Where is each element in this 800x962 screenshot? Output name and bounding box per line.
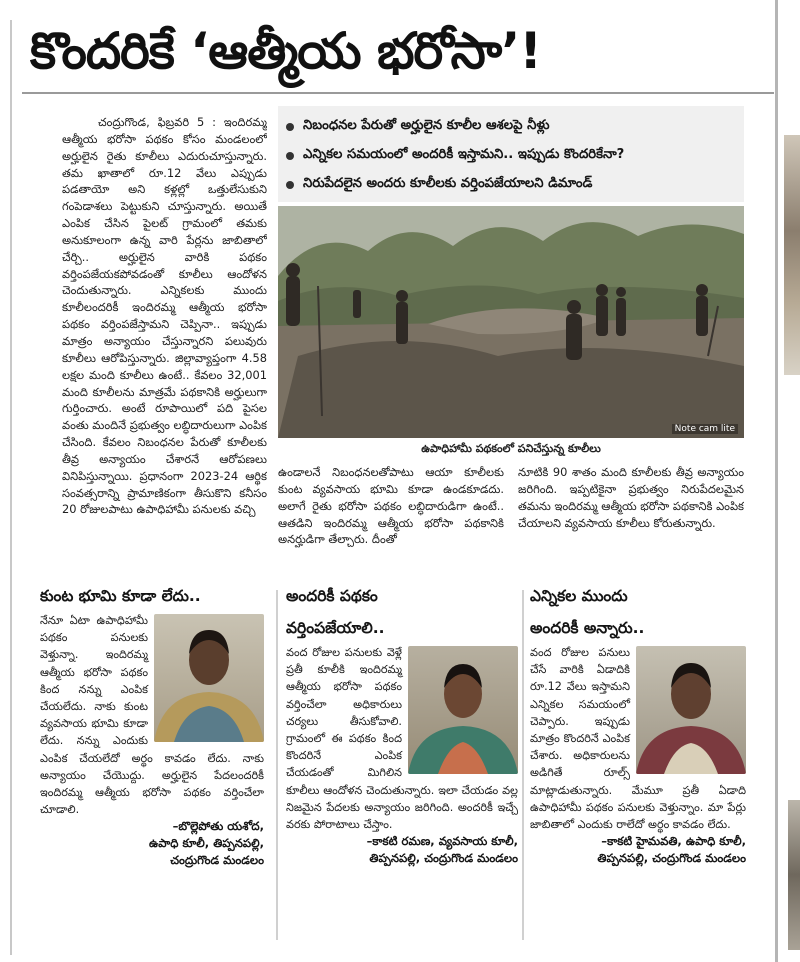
quote-box-1 [40, 580, 264, 950]
quote-box-title: ఎన్నికల ముందు [530, 587, 628, 605]
workers-photo-scene [278, 206, 744, 438]
signature-role: ఉపాధి కూలీ, తిప్పనపల్లి, [149, 836, 264, 851]
bullet-icon [286, 152, 294, 160]
article-column-1 [62, 114, 267, 572]
photo-caption: ఉపాధిహామీ పథకంలో పనిచేస్తున్న కూలీలు [421, 442, 601, 455]
bullet-icon [286, 181, 294, 189]
page-column-divider [775, 0, 778, 962]
quote-portrait [408, 646, 518, 774]
quote-box-2 [286, 580, 518, 950]
signature-name: –కాకటి రమణ, వ్యవసాయ కూలీ, [366, 834, 518, 849]
signature-place: తిప్పనపల్లి, చంద్రుగొండ మండలం [369, 851, 518, 866]
article-column-2: ఉండాలనే నిబంధనలతోపాటు ఆయా కూలీలకు కుంట వ్యవసాయ భూమి కూడా ఉండకూడదు. అలాగే రైతు భరోసా పథకం లబ్ధిదారుడిగా ఉంటే.. ఆతడిని ఇందిరమ్మ ఆత్మీయ భరోసా పథకానికి అనర్హుడిగా తేల్చారు. దీంతో [278, 465, 504, 547]
quote-box-text [40, 612, 264, 818]
quote-box-title: అందరికీ పథకం [286, 587, 378, 605]
highlight-item [286, 170, 736, 199]
highlights-box [278, 106, 744, 202]
quote-text: వంద రోజుల పనులకు వెళ్లే ప్రతీ కూలీకి ఇందిరమ్మ ఆత్మీయ భరోసా పథకం వర్తించేలా అధికారులు చర్యలు తీసుకోవాలి. గ్రామంలో ఈ పథకం కింద కొందరినే ఎంపిక చేయడంతో మిగిలిన కూలీలు ఆందోళన చెందుతున్నారు. ఇలా చేయడం వల్ల నిజమైన పేదలకు అన్యాయం జరిగింది. అందరికీ ఇచ్చే వరకు పోరాటాలు చేస్తాం. [286, 646, 518, 832]
portrait-figure [154, 614, 264, 742]
quote-box-3 [530, 580, 746, 950]
article-column-3: నూటికి 90 శాతం మంది కూలీలకు తీవ్ర అన్యాయం జరిగింది. ఇప్పటికైనా ప్రభుత్వం నిరుపేదలమైన తమను ఇందిరమ్మ ఆత్మీయ భరోసా పథకానికి ఎంపిక చేయాలని వ్యవసాయ కూలీలు కోరుతున్నారు. [518, 465, 744, 530]
quote-portrait [154, 614, 264, 742]
quote-text: వంద రోజుల పనులు చేసే వారికి ఏడాదికి రూ.12 వేలు ఇస్తామని ఎన్నికల సమయంలో చెప్పారు. ఇప్పుడు మాత్రం కొందరినే ఎంపిక చేశారు. అధికారులను అడిగితే రూల్స్ మాట్లాడుతున్నారు. మేమూ ప్రతీ ఏడాది ఉపాధిహామీ పథకం పనులకు వెళ్తున్నాం. మా పేర్లు జాబితాలో ఎందుకు రాలేదో అర్థం కావడం లేదు. [530, 646, 746, 832]
highlight-text: నిరుపేదలైన అందరు కూలీలకు వర్తింపజేయాలని డిమాండ్ [303, 175, 593, 191]
quote-box-text [286, 644, 518, 833]
quote-box-title-line2: వర్తింపజేయాలి.. [286, 619, 385, 637]
signature-name: –బొల్లెపోతు యశోద, [172, 819, 264, 834]
quote-text: నేనూ ఏటా ఉపాధిహామీ పథకం పనులకు వెళ్తున్నా. ఇందిరమ్మ ఆత్మీయ భరోసా పథకం కింద నన్ను ఎంపిక చేయలేదు. నాకు కుంట వ్యవసాయ భూమి కూడా లేదు. నన్ను ఎందుకు ఎంపిక చేయలేదో అర్థం కావడం లేదు. నాకు అన్యాయం చేయొద్దు. అర్హులైన పేదలందరికీ ఇందిరమ్మ ఆత్మీయ భరోసా పథకం వర్తించేలా చూడాలి. [40, 614, 264, 817]
portrait-figure [408, 646, 518, 774]
bullet-icon [286, 123, 294, 131]
signature-place: చంద్రుగొండ మండలం [170, 853, 264, 868]
signature-name: –కాకటి హైమవతి, ఉపాధి కూలీ, [601, 834, 746, 849]
headline: కొందరికే ‘ఆత్మీయ భరోసా’! [30, 22, 542, 80]
quote-box-text [530, 644, 746, 833]
box-divider [522, 590, 524, 940]
left-column-border [10, 20, 12, 955]
photo-watermark: Note cam lite [672, 424, 738, 434]
portrait-figure [636, 646, 746, 774]
highlight-text: ఎన్నికల సమయంలో అందరికీ ఇస్తామని.. ఇప్పుడు కొందరికేనా? [303, 146, 625, 162]
highlight-item [286, 112, 736, 141]
quote-signature [530, 833, 746, 867]
quote-box-title: కుంట భూమి కూడా లేదు.. [40, 587, 201, 605]
quote-box-title-line2: అందరికీ అన్నారు.. [530, 619, 645, 637]
quote-signature [40, 818, 264, 869]
article-paragraph: చంద్రుగొండ, ఫిబ్రవరి 5 : ఇందిరమ్మ ఆత్మీయ భరోసా పథకం కోసం మండలంలో అర్హులైన రైతు కూలీలు ఎదురుచూస్తున్నారు. తమ ఖాతాలో రూ.12 వేలు ఎప్పుడు పడతాయో అని కళ్లల్లో ఒత్తులేసుకుని గంపెడాశలు పెట్టుకుని చూస్తున్నారు. అయితే ఎంపిక చేసిన పైలట్ గ్రామంలో తమకు అనుకూలంగా ఉన్న వారి పేర్లను జాబితాలో చేర్చి.. అర్హులైన వారికి పథకం వర్తింపజేయకపోవడంతో కూలీలు ఆందోళన చెందుతున్నారు. ఎన్నికలకు ముందు కూలీలందరికీ ఇందిరమ్మ ఆత్మీయ భరోసా పథకం వర్తింపజేస్తామని చెప్పినా.. ఇప్పుడు మాత్రం అన్యాయం చేస్తున్నారని పలువురు కూలీలు ఆరోపిస్తున్నారు. జిల్లావ్యాప్తంగా 4.58 లక్షల మంది కూలీలు ఉంటే.. కేవలం 32,001 మంది కూలీలను మాత్రమే పథకానికి అర్హులుగా గుర్తించారు. అంటే రూపాయిలో పది పైసల వంతు మందినే ప్రభుత్వం లబ్ధిదారులుగా ఎంపిక చేసింది. కేవలం నిబంధనల పేరుతో కూలీలకు తీవ్ర అన్యాయం చేశారనే ఆరోపణలు వినిపిస్తున్నాయి. ప్రధానంగా 2023-24 ఆర్థిక సంవత్సరాన్ని ప్రామాణికంగా తీసుకొని కనీసం 20 రోజులపాటు ఉపాధిహామీ పనులకు వచ్చి [62, 115, 267, 517]
signature-place: తిప్పనపల్లి, చంద్రుగొండ మండలం [597, 851, 746, 866]
workers-photo [278, 206, 744, 438]
adjacent-article-photo [788, 800, 800, 950]
quote-portrait [636, 646, 746, 774]
quote-signature [286, 833, 518, 867]
adjacent-article-photo [784, 135, 800, 375]
headline-rule [22, 92, 774, 94]
highlight-item [286, 141, 736, 170]
box-divider [276, 590, 278, 940]
highlight-text: నిబంధనల పేరుతో అర్హులైన కూలీల ఆశలపై నీళ్లు [303, 117, 550, 133]
